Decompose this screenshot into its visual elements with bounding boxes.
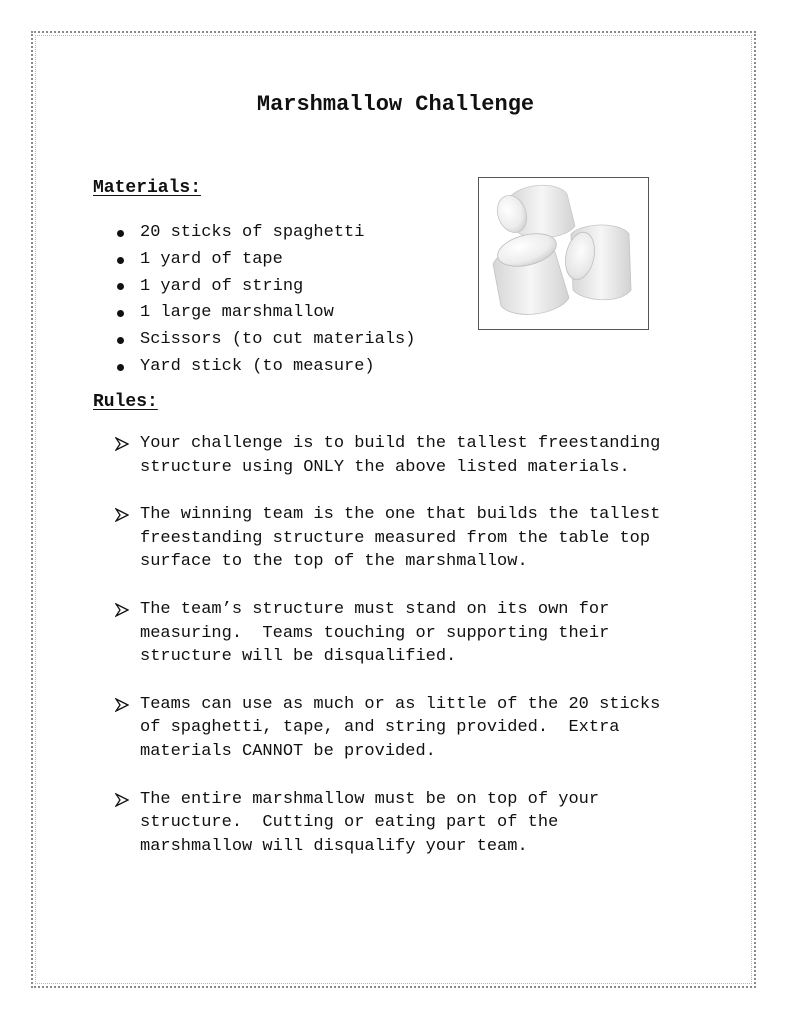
rule-text-line: structure using ONLY the above listed materials. xyxy=(140,457,630,477)
rule-text-line: The winning team is the one that builds the tallest xyxy=(140,505,661,525)
bullet-dot-icon xyxy=(117,283,124,290)
bullet-dot-icon xyxy=(117,310,124,317)
arrowhead-bullet-icon xyxy=(115,603,129,617)
bullet-dot-icon xyxy=(117,257,124,264)
page-title: Marshmallow Challenge xyxy=(256,92,535,117)
arrowhead-bullet-icon xyxy=(115,698,129,712)
rule-text-line: materials CANNOT be provided. xyxy=(140,741,436,761)
rule-item xyxy=(115,788,715,859)
materials-item xyxy=(115,247,415,274)
rule-text-line: marshmallow will disqualify your team. xyxy=(140,836,528,856)
rule-text-line: Teams can use as much or as little of the 20 sticks xyxy=(140,694,661,714)
materials-item xyxy=(115,220,415,247)
materials-item-label: 1 yard of tape xyxy=(140,249,283,269)
arrowhead-bullet-icon xyxy=(115,437,129,451)
bullet-dot-icon xyxy=(117,364,124,371)
arrowhead-bullet-icon xyxy=(115,793,129,807)
materials-list xyxy=(115,220,415,381)
bullet-dot-icon xyxy=(117,230,124,237)
materials-item xyxy=(115,354,415,381)
materials-item xyxy=(115,327,415,354)
marshmallows-photo xyxy=(478,177,649,330)
rule-text-line: surface to the top of the marshmallow. xyxy=(140,552,528,572)
marshmallows-illustration xyxy=(479,178,648,329)
rule-item xyxy=(115,693,715,764)
materials-item-label: Yard stick (to measure) xyxy=(140,356,375,376)
materials-item-label: Scissors (to cut materials) xyxy=(140,330,416,350)
arrowhead-bullet-icon xyxy=(115,508,129,522)
rule-item xyxy=(115,432,715,479)
marshmallow-left xyxy=(493,228,569,314)
bullet-dot-icon xyxy=(117,337,124,344)
rule-text-line: of spaghetti, tape, and string provided. Extra xyxy=(140,718,620,738)
materials-item xyxy=(115,274,415,301)
rule-text-line: structure. Cutting or eating part of the xyxy=(140,813,559,833)
rule-text-line: measuring. Teams touching or supporting their xyxy=(140,623,610,643)
rule-text-line: The team’s structure must stand on its own for xyxy=(140,599,610,619)
rules-heading: Rules: xyxy=(93,392,158,412)
materials-item xyxy=(115,300,415,327)
materials-heading: Materials: xyxy=(93,178,202,198)
rule-item xyxy=(115,503,715,574)
rule-item xyxy=(115,598,715,669)
rule-text-line: The entire marshmallow must be on top of your xyxy=(140,789,600,809)
rule-text-line: structure will be disqualified. xyxy=(140,647,457,667)
rules-list xyxy=(115,432,715,882)
materials-item-label: 20 sticks of spaghetti xyxy=(140,223,365,242)
materials-item-label: 1 large marshmallow xyxy=(140,303,334,323)
marshmallow-top xyxy=(492,185,575,238)
materials-item-label: 1 yard of string xyxy=(140,276,304,296)
rule-text-line: Your challenge is to build the tallest freestanding xyxy=(140,434,661,453)
rule-text-line: freestanding structure measured from the table top xyxy=(140,528,651,548)
marshmallow-right xyxy=(561,225,631,300)
